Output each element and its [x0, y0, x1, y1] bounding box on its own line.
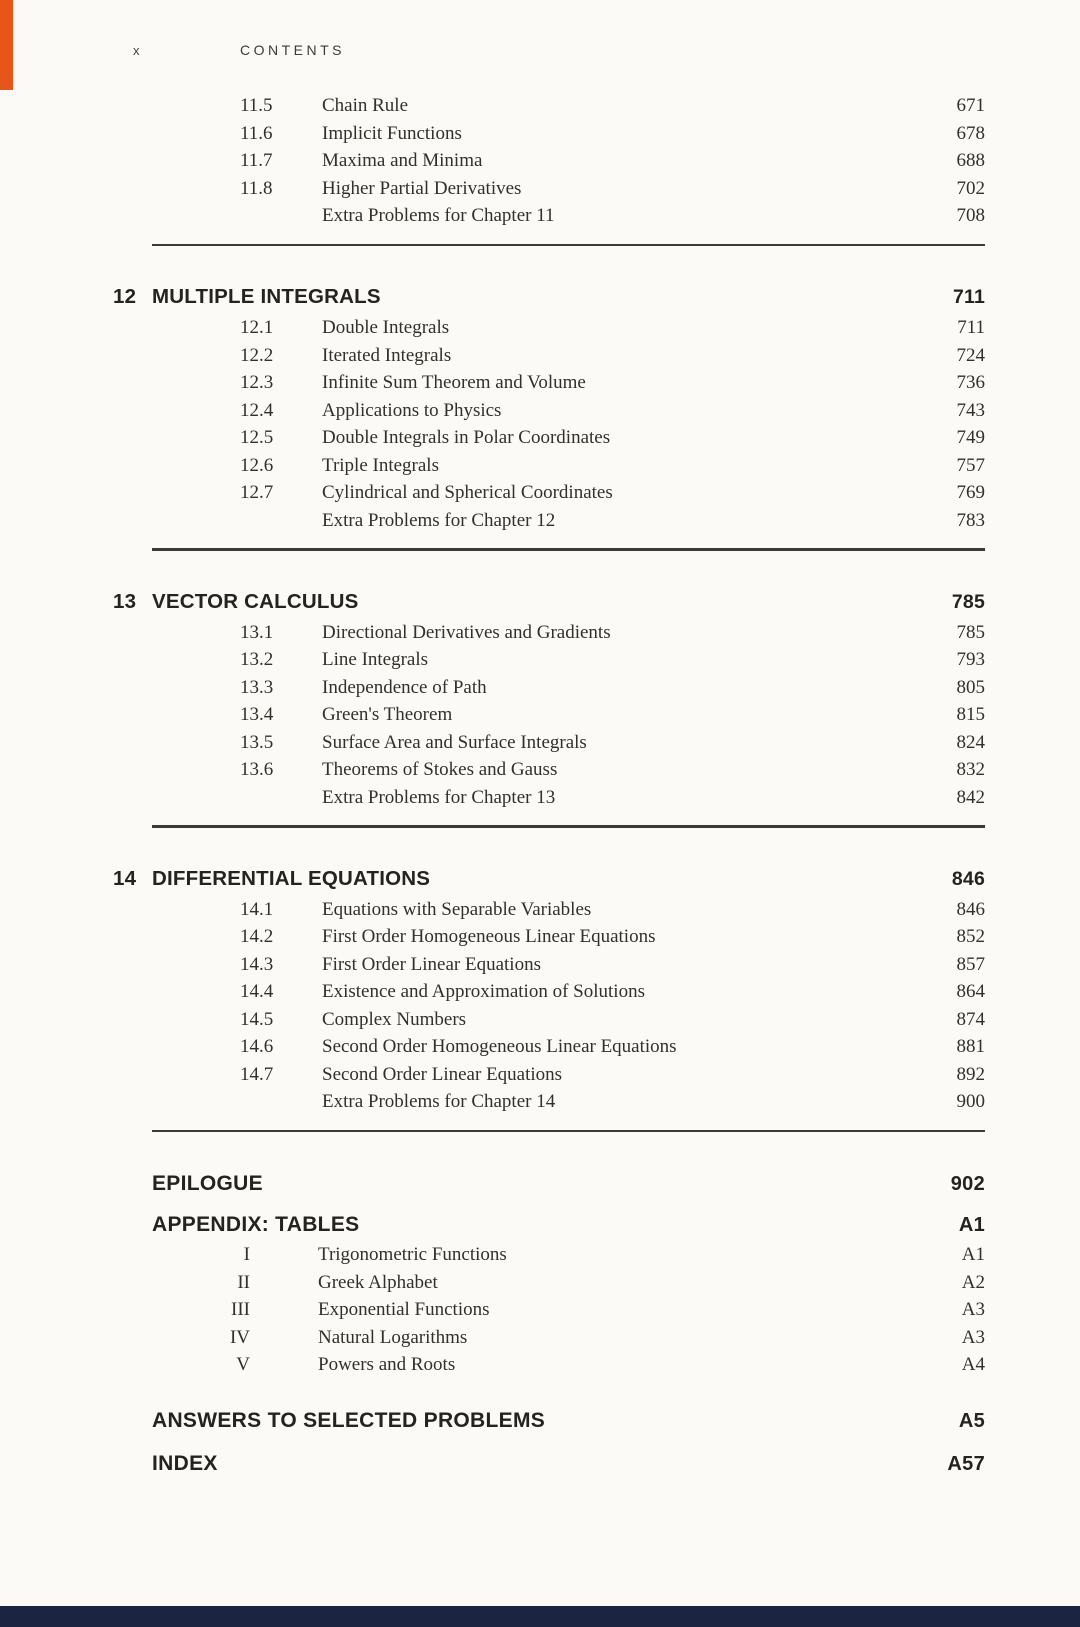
entry-page: 842 [956, 786, 985, 808]
entry-title: Greek Alphabet [318, 1271, 438, 1293]
entry-page: A3 [961, 1299, 985, 1320]
entry-title: Iterated Integrals [322, 344, 452, 366]
running-head-contents: CONTENTS [240, 42, 345, 58]
entry-number: 13.1 [240, 621, 274, 643]
toc-entry [113, 1061, 985, 1089]
entry-title: Trigonometric Functions [318, 1244, 507, 1265]
entry-title: Exponential Functions [318, 1299, 490, 1320]
entry-page: 815 [956, 704, 985, 725]
toc-entry [113, 342, 985, 370]
entry-title: Double Integrals [322, 317, 450, 338]
toc-entry [113, 1033, 985, 1061]
chapter-heading [113, 282, 985, 312]
back-matter-title: INDEX [152, 1451, 218, 1475]
entry-title: Second Order Homogeneous Linear Equations [322, 1036, 677, 1057]
toc-entry [113, 756, 985, 784]
entry-page: 892 [956, 1063, 985, 1085]
entry-number: 11.8 [240, 177, 273, 199]
toc-entry [113, 729, 985, 757]
toc-entry [113, 896, 985, 924]
toc-entry [113, 147, 985, 175]
entry-number: 11.7 [240, 150, 273, 171]
toc-entry [113, 452, 985, 480]
entry-number: V [236, 1354, 250, 1375]
entry-number: IV [229, 1326, 250, 1348]
toc-entry [113, 951, 985, 979]
toc-entry [113, 397, 985, 425]
entry-number: 12.5 [240, 427, 274, 448]
entry-title: Triple Integrals [322, 454, 439, 476]
back-matter-page: A57 [947, 1452, 985, 1475]
back-matter-title: ANSWERS TO SELECTED PROBLEMS [152, 1408, 546, 1432]
toc-entry [113, 1241, 985, 1269]
entry-title: Natural Logarithms [318, 1326, 468, 1348]
entry-title: First Order Linear Equations [322, 953, 541, 975]
entry-number: 13.4 [240, 704, 274, 725]
entry-page: 793 [956, 649, 985, 670]
chapter-page: 846 [951, 867, 985, 890]
entry-page: 832 [956, 759, 985, 780]
entry-page: 671 [956, 95, 985, 116]
toc-body [113, 92, 985, 1480]
entry-title: Double Integrals in Polar Coordinates [322, 427, 611, 448]
toc-entry [113, 923, 985, 951]
entry-title: Surface Area and Surface Integrals [322, 731, 587, 753]
section-divider [152, 548, 985, 551]
toc-entry [113, 120, 985, 148]
chapter-number: 13 [113, 589, 137, 613]
entry-title: Infinite Sum Theorem and Volume [322, 372, 586, 393]
entry-number: 14.2 [240, 926, 274, 947]
entry-page: 757 [956, 454, 985, 476]
answers-row [113, 1405, 985, 1437]
toc-entry [113, 1006, 985, 1034]
chapter-heading [113, 587, 985, 617]
entry-number: I [243, 1244, 250, 1265]
entry-title: Powers and Roots [318, 1354, 456, 1375]
chapter-number: 14 [113, 866, 137, 890]
entry-page: 702 [956, 177, 985, 199]
entry-page: 743 [956, 399, 985, 421]
entry-title: First Order Homogeneous Linear Equations [322, 926, 656, 947]
toc-entry [113, 424, 985, 452]
toc-entry [113, 646, 985, 674]
chapter-number: 12 [113, 285, 137, 308]
entry-page: 708 [956, 205, 985, 226]
entry-page: 711 [957, 317, 985, 338]
entry-page: A2 [961, 1271, 985, 1293]
entry-number: 14.6 [240, 1036, 274, 1057]
entry-number: 13.3 [240, 676, 274, 698]
entry-number: 11.5 [240, 95, 273, 116]
back-matter-page: A1 [958, 1214, 985, 1236]
entry-title: Higher Partial Derivatives [322, 177, 522, 199]
entry-page: 783 [956, 509, 985, 531]
entry-page: 874 [956, 1008, 985, 1030]
entry-page: 881 [956, 1036, 985, 1057]
entry-number: III [231, 1299, 250, 1320]
entry-title: Extra Problems for Chapter 12 [322, 509, 556, 531]
entry-title: Extra Problems for Chapter 13 [322, 786, 556, 808]
toc-entry [113, 479, 985, 507]
entry-page: A4 [961, 1354, 985, 1375]
toc-entry [113, 1088, 985, 1116]
chapter-page: 711 [952, 286, 985, 308]
back-matter-title: EPILOGUE [152, 1172, 263, 1195]
entry-title: Maxima and Minima [322, 150, 483, 171]
section-divider [152, 244, 985, 247]
entry-title: Equations with Separable Variables [322, 898, 592, 920]
page-folio: x [133, 43, 141, 58]
page-header [133, 42, 345, 58]
entry-page: A1 [961, 1244, 985, 1265]
entry-number: 14.3 [240, 953, 274, 975]
index-row [113, 1448, 985, 1480]
entry-page: 736 [956, 372, 985, 393]
entry-page: 857 [956, 953, 985, 975]
toc-entry [113, 619, 985, 647]
entry-page: 724 [956, 344, 985, 366]
entry-number: 12.4 [240, 399, 274, 421]
toc-entry [113, 369, 985, 397]
entry-title: Existence and Approximation of Solutions [322, 981, 645, 1002]
entry-page: 900 [956, 1091, 985, 1112]
entry-title: Extra Problems for Chapter 11 [322, 205, 555, 226]
epilogue-row [113, 1168, 985, 1200]
entry-number: 14.4 [240, 981, 274, 1002]
toc-entry [113, 701, 985, 729]
entry-number: 13.5 [240, 731, 274, 753]
entry-page: 805 [956, 676, 985, 698]
toc-entry [113, 92, 985, 120]
back-matter-page: A5 [958, 1409, 985, 1432]
entry-number: 12.2 [240, 344, 274, 366]
entry-title: Line Integrals [322, 649, 429, 670]
entry-title: Chain Rule [322, 95, 409, 116]
back-matter-title: APPENDIX: TABLES [152, 1213, 360, 1236]
entry-page: 824 [956, 731, 985, 753]
entry-page: 769 [956, 482, 985, 503]
entry-page: 749 [956, 427, 985, 448]
entry-title: Cylindrical and Spherical Coordinates [322, 482, 613, 503]
entry-page: 846 [956, 898, 985, 920]
entry-page: 678 [956, 122, 985, 144]
chapter-title: DIFFERENTIAL EQUATIONS [152, 866, 431, 890]
toc-entry [113, 202, 985, 230]
toc-entry [113, 1296, 985, 1324]
entry-number: 14.7 [240, 1063, 274, 1085]
toc-entry [113, 784, 985, 812]
chapter-page: 785 [951, 590, 985, 613]
entry-page: 852 [956, 926, 985, 947]
toc-entry [113, 1324, 985, 1352]
toc-entry [113, 978, 985, 1006]
entry-title: Independence of Path [322, 676, 487, 698]
entry-page: A3 [961, 1326, 985, 1348]
book-edge-accent [0, 0, 13, 90]
entry-number: 12.7 [240, 482, 274, 503]
entry-number: 13.2 [240, 649, 274, 670]
entry-title: Extra Problems for Chapter 14 [322, 1091, 556, 1112]
entry-title: Second Order Linear Equations [322, 1063, 563, 1085]
chapter-heading [113, 864, 985, 894]
toc-entry [113, 314, 985, 342]
toc-entry [113, 175, 985, 203]
entry-page: 688 [956, 150, 985, 171]
toc-entry [113, 1351, 985, 1379]
appendix-row [113, 1209, 985, 1241]
entry-title: Theorems of Stokes and Gauss [322, 759, 558, 780]
entry-number: II [237, 1271, 250, 1293]
entry-number: 11.6 [240, 122, 273, 144]
entry-page: 864 [956, 981, 985, 1002]
toc-entry [113, 674, 985, 702]
chapter-title: MULTIPLE INTEGRALS [152, 285, 381, 308]
entry-number: 12.6 [240, 454, 274, 476]
section-divider [152, 825, 985, 828]
entry-title: Applications to Physics [322, 399, 502, 421]
entry-number: 14.1 [240, 898, 274, 920]
entry-number: 13.6 [240, 759, 274, 780]
entry-title: Implicit Functions [322, 122, 462, 144]
back-matter-page: 902 [950, 1173, 985, 1195]
scan-bottom-edge [0, 1606, 1080, 1627]
chapter-title: VECTOR CALCULUS [152, 589, 359, 613]
entry-title: Green's Theorem [322, 704, 453, 725]
entry-number: 12.3 [240, 372, 274, 393]
entry-number: 14.5 [240, 1008, 274, 1030]
entry-title: Directional Derivatives and Gradients [322, 621, 611, 643]
section-divider [152, 1130, 985, 1133]
toc-entry [113, 1269, 985, 1297]
toc-entry [113, 507, 985, 535]
entry-title: Complex Numbers [322, 1008, 467, 1030]
entry-number: 12.1 [240, 317, 274, 338]
entry-page: 785 [956, 621, 985, 643]
